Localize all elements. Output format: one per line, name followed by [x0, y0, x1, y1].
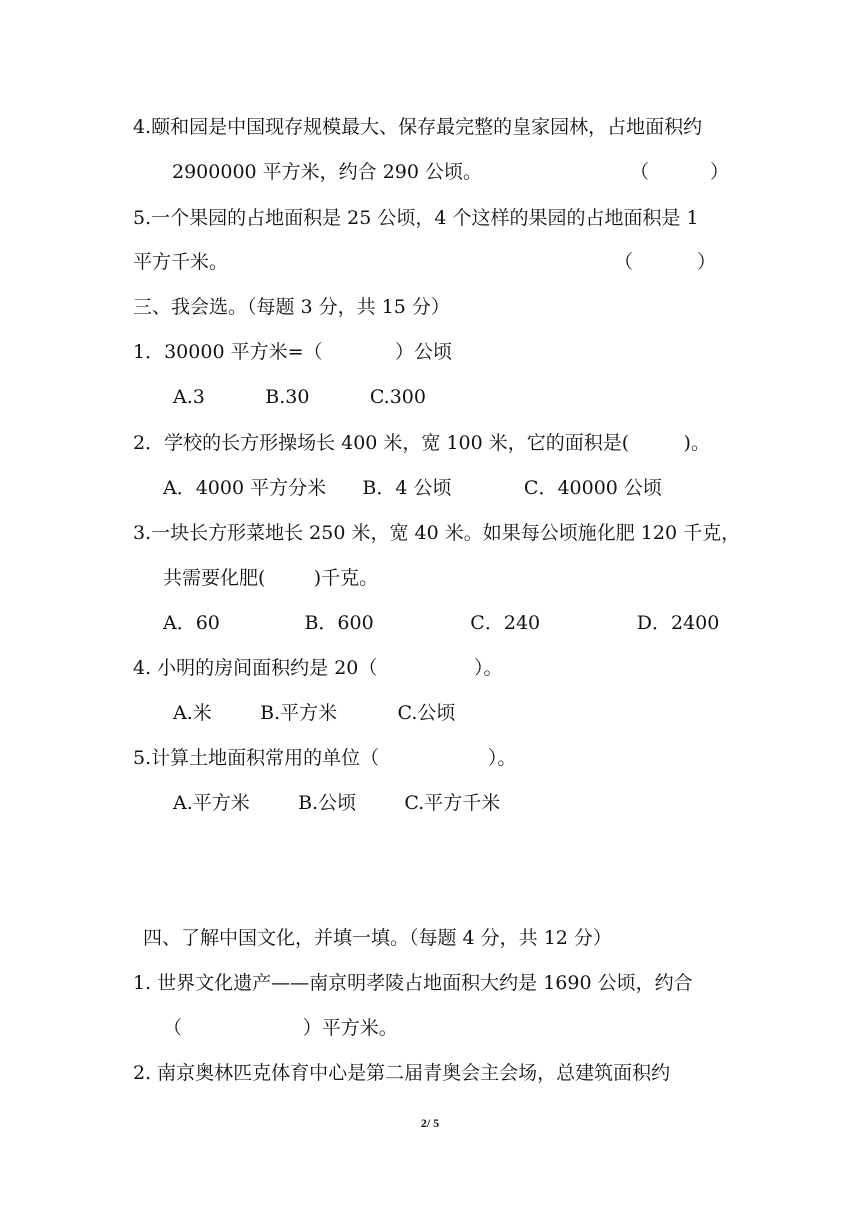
section3-q3-line1: 3.一块长方形菜地长 250 米，宽 40 米。如果每公顷施化肥 120 千克， [133, 522, 741, 544]
section4-q1-line1: 1. 世界文化遗产——南京明孝陵占地面积大约是 1690 公顷，约合 [133, 972, 693, 994]
section4-q2-line1: 2. 南京奥林匹克体育中心是第二届青奥会主会场，总建筑面积约 [133, 1062, 671, 1084]
section4-heading: 四、了解中国文化，并填一填。（每题 4 分，共 12 分） [143, 927, 612, 949]
section3-q2-options: A．4000 平方分米 B．4 公顷 C．40000 公顷 [163, 477, 662, 499]
section3-q4-options: A.米 B.平方米 C.公顷 [173, 702, 456, 724]
section3-heading: 三、我会选。（每题 3 分，共 15 分） [133, 296, 450, 318]
judge-q5-line1: 5.一个果园的占地面积是 25 公顷，4 个这样的果园的占地面积是 1 [133, 207, 699, 229]
section4-q1-line2: （ ）平方米。 [163, 1017, 398, 1039]
section3-q4: 4. 小明的房间面积约是 20（ ）。 [133, 657, 503, 679]
page-number: 2/ 5 [420, 1116, 440, 1130]
judge-q4-line2: 2900000 平方米，约合 290 公顷。 [172, 161, 483, 183]
section3-q2: 2．学校的长方形操场长 400 米，宽 100 米，它的面积是( )。 [133, 432, 710, 454]
judge-q5-line2: 平方千米。 [133, 251, 229, 273]
section3-q1-options: A.3 B.30 C.300 [173, 386, 426, 408]
judge-q5-paren-close: ） [697, 251, 717, 273]
section3-q1: 1．30000 平方米=（ ）公顷 [133, 341, 452, 363]
judge-q4-line1: 4.颐和园是中国现存规模最大、保存最完整的皇家园林，占地面积约 [133, 116, 703, 138]
section3-q5: 5.计算土地面积常用的单位（ ）。 [133, 747, 517, 769]
judge-q4-paren-close: ） [710, 161, 730, 183]
section3-q3-options: A．60 B．600 C．240 D．2400 [163, 612, 720, 634]
judge-q4-paren-open: （ [630, 161, 650, 183]
section3-q3-line2: 共需要化肥( )千克。 [163, 567, 379, 589]
section3-q5-options: A.平方米 B.公顷 C.平方千米 [173, 792, 501, 814]
judge-q5-paren-open: （ [614, 251, 634, 273]
